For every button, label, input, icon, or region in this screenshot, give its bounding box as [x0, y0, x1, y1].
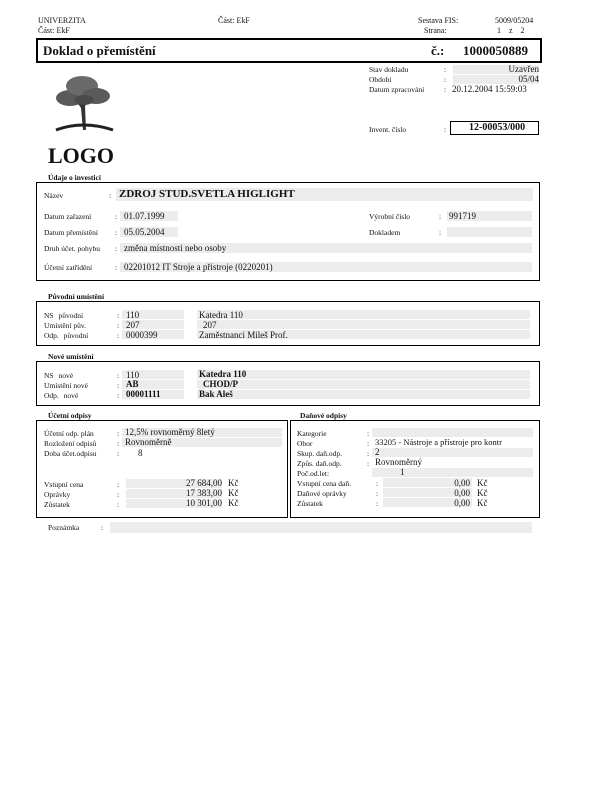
logo-text: LOGO — [48, 143, 115, 168]
acc-rest-value: 10 301,00 — [186, 498, 222, 508]
tax-method-label: Způs. daň.odp. — [297, 459, 342, 468]
tax-rest-currency: Kč — [477, 498, 488, 508]
name-label: Název — [44, 191, 64, 200]
period-value: 05/04 — [518, 74, 539, 84]
acc-input-label: Vstupní cena — [44, 480, 84, 489]
acc-plan-label: Účetní odp. plán — [44, 429, 94, 438]
orig-place-name: 207 — [203, 320, 217, 330]
acc-duration-value: 8 — [138, 448, 143, 458]
tax-section-title: Daňové odpisy — [300, 411, 347, 420]
accounting-section-title: Účetní odpisy — [48, 411, 92, 420]
transfer-date-label: Datum přemístění — [44, 228, 98, 237]
tax-category-label: Kategorie — [297, 429, 327, 438]
orig-place-value: 207 — [126, 320, 140, 330]
serial-value: 991719 — [449, 211, 476, 221]
serial-label: Výrobní číslo — [369, 212, 411, 221]
orig-resp-label: Odp. původní — [44, 331, 89, 340]
acc-split-label: Rozložení odpisů — [44, 439, 97, 448]
tax-method-value: Rovnoměrný — [375, 457, 422, 467]
acc-duration-label: Doba účet.odpisu — [44, 449, 97, 458]
new-location-title: Nové umístění — [48, 352, 94, 361]
transfer-date-value: 05.05.2004 — [124, 227, 165, 237]
tax-field-value: 33205 - Nástroje a přístroje pro kontr — [375, 437, 502, 447]
acc-rest-label: Zůstatek — [44, 500, 70, 509]
period-label: Období — [369, 75, 392, 84]
classification-label: Účetní zatřídění — [44, 263, 93, 272]
inventory-value: 12-00053/000 — [469, 122, 526, 133]
acc-dep-value: 17 383,00 — [186, 488, 222, 498]
acc-split-value: Rovnoměrně — [125, 437, 172, 447]
acc-dep-currency: Kč — [228, 488, 239, 498]
tax-group-value: 2 — [375, 447, 380, 457]
acc-input-value: 27 684,00 — [186, 478, 222, 488]
new-place-name: CHOD/P — [203, 379, 238, 389]
document-number-label: č.: — [431, 43, 445, 58]
investment-section-title: Údaje o investici — [48, 173, 101, 182]
tax-years-label: Poč.od.let: — [297, 469, 330, 478]
inventory-box — [450, 121, 539, 135]
tax-input-value: 0,00 — [454, 478, 470, 488]
logo-tree-icon — [48, 68, 118, 133]
tax-field-label: Obor — [297, 439, 313, 448]
tax-rest-label: Zůstatek — [297, 499, 323, 508]
orig-resp-name: Zaměstnanci Mileš Prof. — [199, 330, 288, 340]
orig-place-label: Umístění pův. — [44, 321, 87, 330]
new-place-label: Umístění nové — [44, 381, 88, 390]
processed-label: Datum zpracování — [369, 85, 425, 94]
acc-rest-currency: Kč — [228, 498, 239, 508]
name-value: ZDROJ STUD.SVETLA HIGLIGHT — [119, 188, 295, 200]
tax-dep-value: 0,00 — [454, 488, 470, 498]
acc-dep-label: Oprávky — [44, 490, 71, 499]
orig-resp-value: 0000399 — [126, 330, 158, 340]
inventory-label: Invent. číslo — [369, 125, 407, 134]
orig-ns-name: Katedra 110 — [199, 310, 243, 320]
classification-value: 02201012 IT Stroje a přístroje (0220201) — [124, 262, 273, 272]
note-label: Poznámka — [48, 523, 80, 532]
original-location-title: Původní umístění — [48, 292, 105, 301]
document-label: Dokladem — [369, 228, 401, 237]
movement-label: Druh účet. pohybu — [44, 244, 101, 253]
tax-dep-label: Daňové oprávky — [297, 489, 347, 498]
new-ns-label: NS nové — [44, 371, 74, 380]
processed-value: 20.12.2004 15:59:03 — [452, 84, 527, 94]
tax-group-label: Skup. daň.odp. — [297, 449, 342, 458]
new-resp-value: 00001111 — [126, 389, 161, 399]
acc-plan-value: 12,5% rovnoměrný 8letý — [125, 427, 215, 437]
state-label: Stav dokladu — [369, 65, 409, 74]
tax-years-value: 1 — [400, 467, 405, 477]
new-place-value: AB — [126, 379, 139, 389]
orig-ns-label: NS původní — [44, 311, 84, 320]
page-value: 1 z 2 — [497, 26, 525, 35]
title-bar — [36, 38, 542, 63]
part-center: Část: EkF — [218, 16, 250, 25]
tax-rest-value: 0,00 — [454, 498, 470, 508]
tax-input-label: Vstupní cena daň. — [297, 479, 351, 488]
new-resp-name: Bak Aleš — [199, 389, 233, 399]
new-resp-label: Odp. nové — [44, 391, 79, 400]
page-label: Strana: — [424, 26, 447, 35]
part-left: Část: EkF — [38, 26, 70, 35]
tax-dep-currency: Kč — [477, 488, 488, 498]
orig-ns-value: 110 — [126, 310, 140, 320]
inclusion-date-value: 01.07.1999 — [124, 211, 165, 221]
report-value: 5009/05204 — [495, 16, 534, 25]
acc-input-currency: Kč — [228, 478, 239, 488]
new-ns-name: Katedra 110 — [199, 369, 247, 379]
university-name: UNIVERZITA — [38, 16, 86, 25]
movement-value: změna místnosti nebo osoby — [124, 243, 227, 253]
tax-input-currency: Kč — [477, 478, 488, 488]
document-number: 1000050889 — [463, 43, 528, 58]
new-ns-value: 110 — [126, 370, 140, 380]
report-label: Sestava FIS: — [418, 16, 459, 25]
inclusion-date-label: Datum zařazení — [44, 212, 92, 221]
state-value: Uzavřen — [508, 64, 539, 74]
document-title: Doklad o přemístění — [43, 43, 156, 58]
